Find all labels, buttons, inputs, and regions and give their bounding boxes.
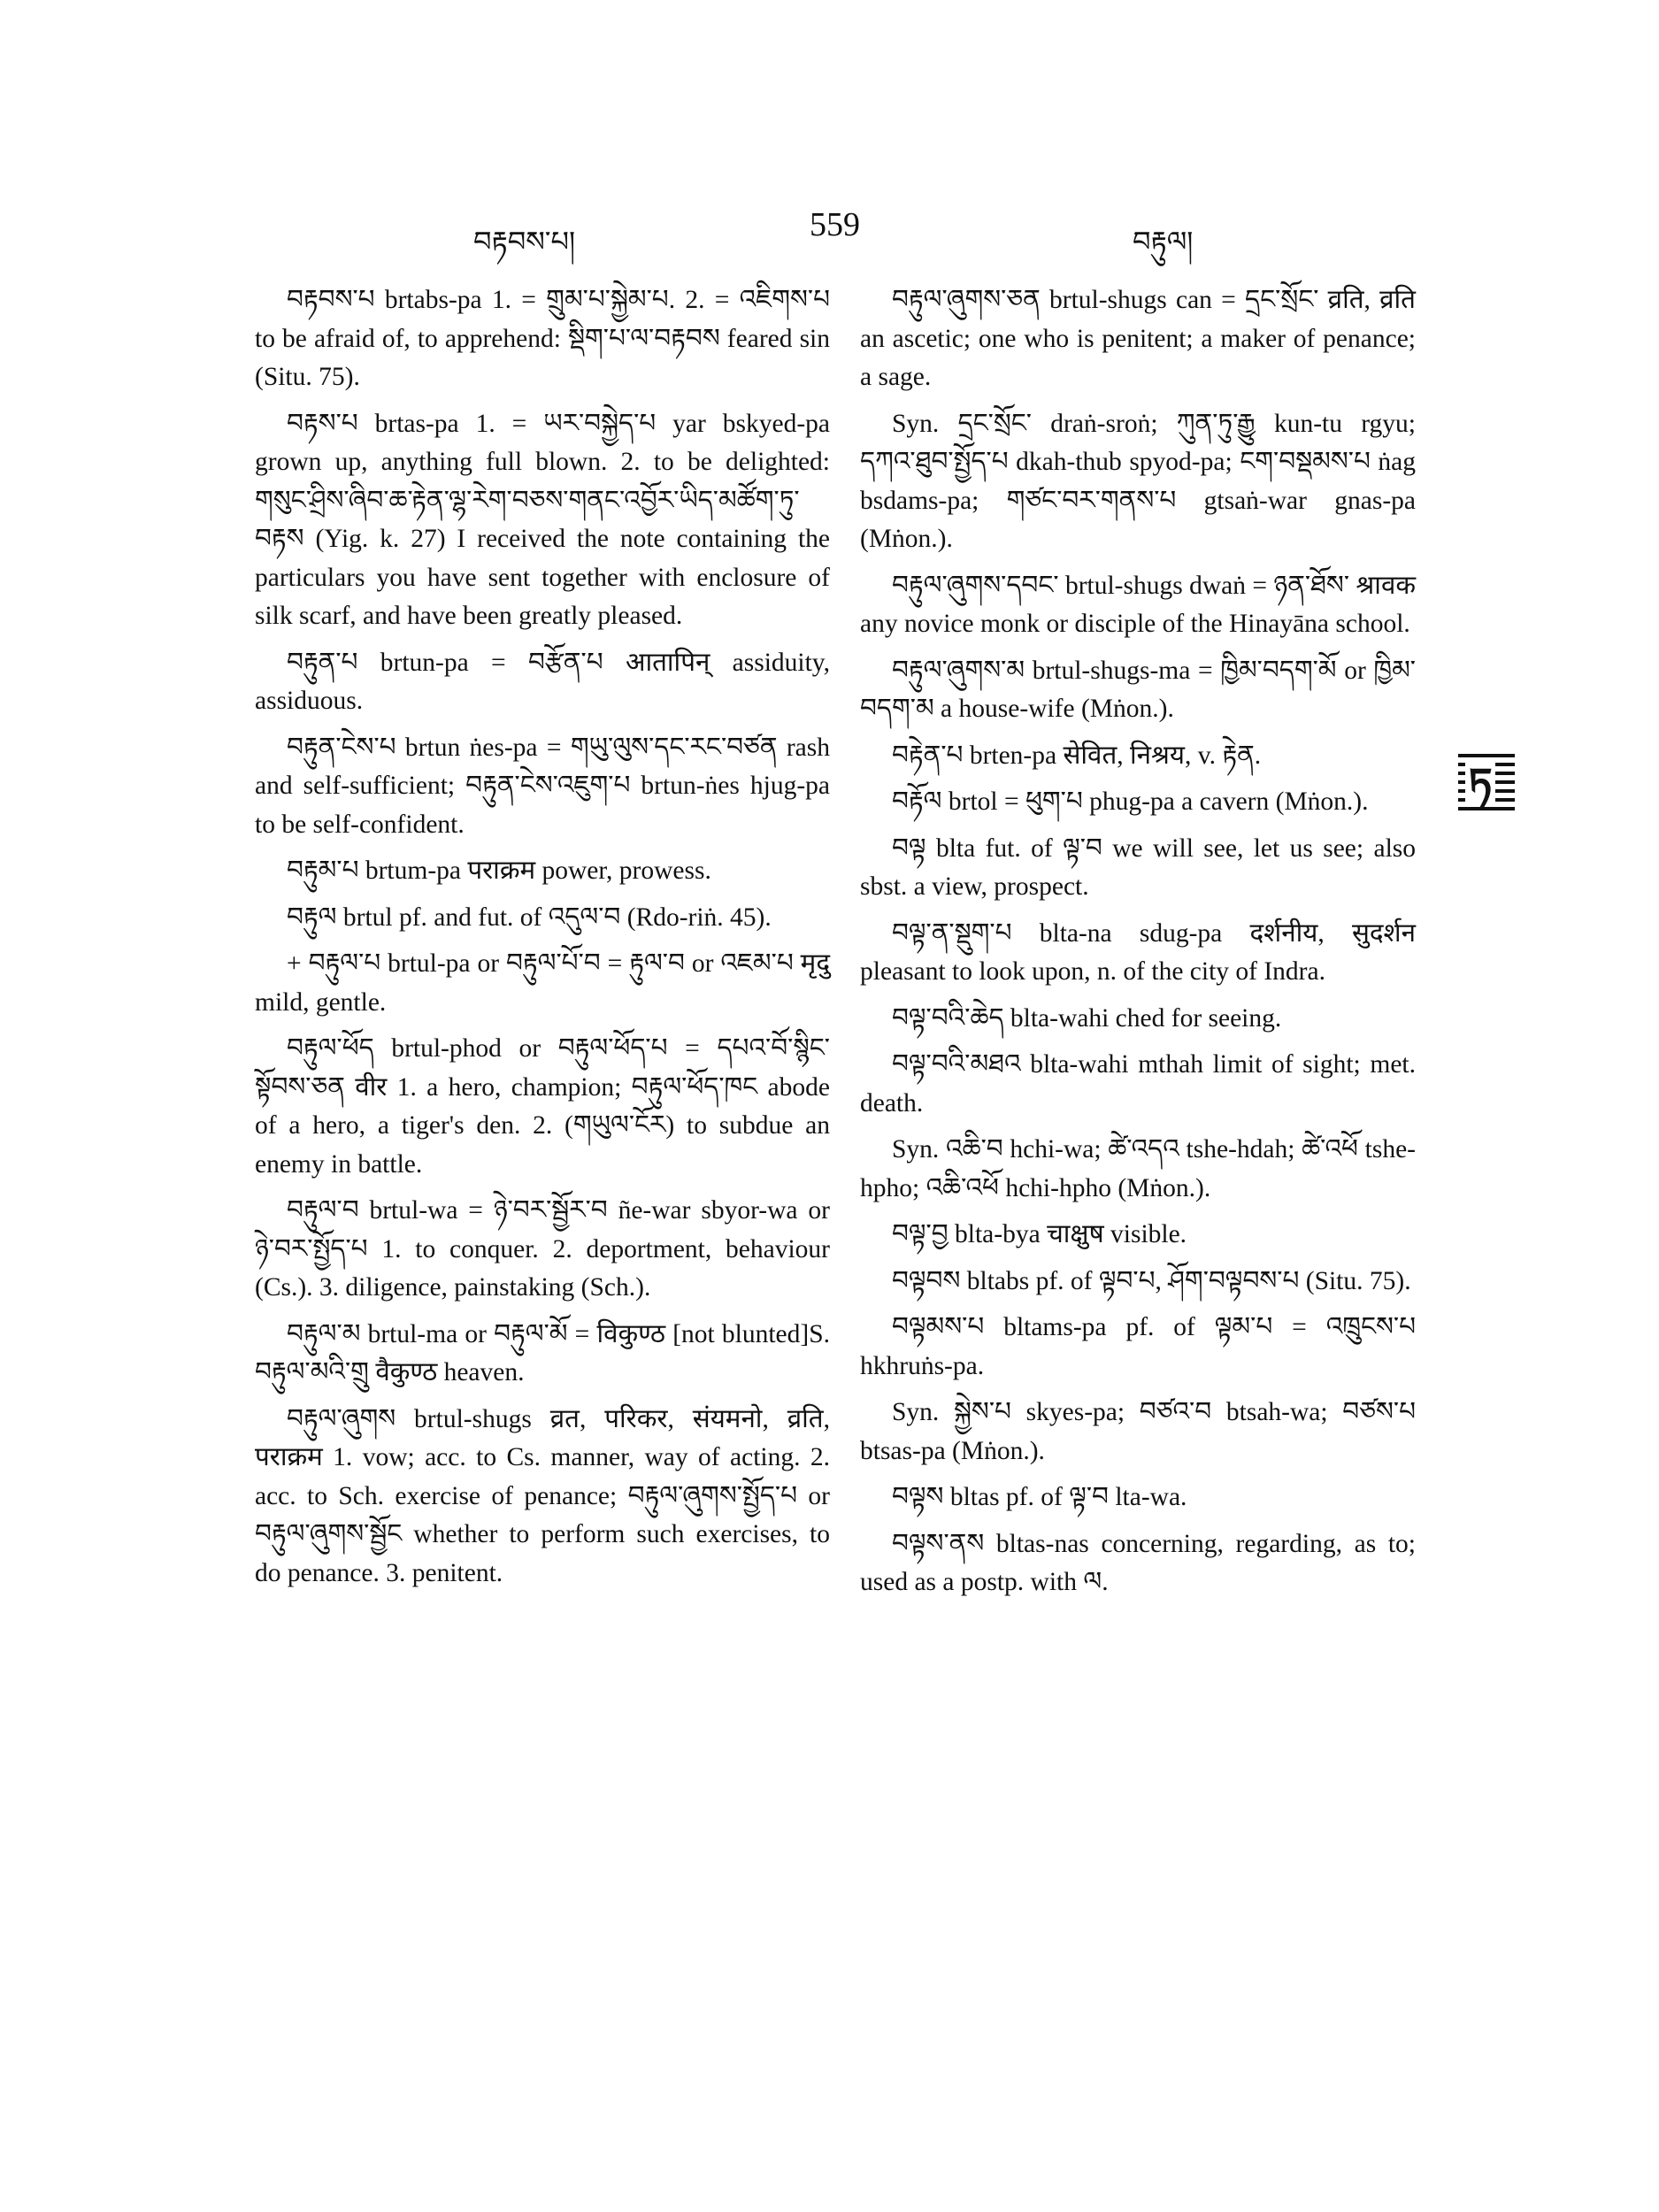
dictionary-entry: བརྟས་པ brtas-pa 1. = ཡར་བསྐྱེད་པ yar bskyed-pa grown up, anything full blown. 2. to be delighted: གསུང་ཤྲིས་ཞིབ་ཆ་རྟེན་ལྷ་རེག་བཅས་གནང་འབྱོར་ཡིད་མཚོག་ཏུ་བརྟས (Yig. k. 27) I received the note containing the particulars you have sent together with enclosure of silk scarf, and have been greatly pleased. [255, 409, 830, 630]
dictionary-entry: བལྟ་ན་སྡུག་པ blta-na sdug-pa दर्शनीय, सुदर्शन pleasant to look upon, n. of the city of Indra. [860, 918, 1416, 986]
dictionary-entry: བརྟེན་པ brten-pa सेवित, निश्रय, v. རྟེན. [892, 741, 1262, 770]
margin-mark-label: ཏ [1468, 759, 1493, 809]
dictionary-entry: བརྟུལ་ཞུགས་དབང་ brtul-shugs dwaṅ = ཉན་ཐོས་ श्रावक any novice monk or disciple of the Hinayāna school. [860, 571, 1416, 638]
dictionary-entry: བརྟུལ་ཕོད brtul-phod or བརྟུལ་ཕོད་པ = དཔའ་བོ་སྙིང་སྟོབས་ཅན वीर 1. a hero, champion; བརྟུལ་ཕོད་ཁང abode of a hero, a tiger's den. 2. (གཡུལ་ངོར) to subdue an enemy in battle. [255, 1034, 830, 1179]
dictionary-entry: བརྟུན་ངེས་པ brtun ṅes-pa = གཡུ་ལུས་དང་རང་བཙན rash and self-sufficient; བརྟུན་ངེས་འཇུག་པ brtun-ṅes hjug-pa to be self-confident. [255, 733, 830, 839]
dictionary-entry: བལྟམས་པ bltams-pa pf. of ལྟམ་པ = འཁྲུངས་པ hkhruṅs-pa. [860, 1313, 1416, 1380]
left-column [255, 281, 830, 1601]
dictionary-entry: བརྟུན་པ brtun-pa = བརྩོན་པ आतापिन् assiduity, assiduous. [255, 648, 830, 715]
dictionary-entry: བརྟུལ brtul pf. and fut. of འདུལ་བ (Rdo-riṅ. 45). [287, 902, 772, 932]
dictionary-entry: བལྟས་ནས bltas-nas concerning, regarding, as to; used as a postp. with ལ. [860, 1529, 1416, 1596]
dictionary-entry: བརྟུལ་བ brtul-wa = ཉེ་བར་སྦྱོར་བ ñe-war sbyor-wa or ཉེ་བར་སྤྱོད་པ 1. to conquer. 2. deportment, behaviour (Cs.). 3. diligence, painstaking (Sch.). [255, 1196, 830, 1302]
header-right-word: བརྟུལ། [1133, 225, 1194, 258]
dictionary-entry: Syn. འཆི་བ hchi-wa; ཚེ་འདའ tshe-hdah; ཚེ་འཕོ tshe-hpho; འཆི་འཕོ hchi-hpho (Mṅon.). [860, 1135, 1416, 1202]
dictionary-entry: བལྟ blta fut. of ལྟ་བ we will see, let us see; also sbst. a view, prospect. [860, 833, 1416, 901]
page-number: 559 [810, 206, 860, 243]
dictionary-entry: བརྟུལ་ཞུགས་ཅན brtul-shugs can = དྲང་སྲོང་ व्रति, व्रति an ascetic; one who is penitent; a maker of penance; a sage. [860, 286, 1416, 391]
dictionary-entry: བརྟོལ brtol = ཕུག་པ phug-pa a cavern (Mṅon.). [892, 787, 1369, 816]
header-left-word: བརྟབས་པ། [473, 225, 576, 258]
dictionary-entry: Syn. སྐྱེས་པ skyes-pa; བཙའ་བ btsah-wa; བཙས་པ btsas-pa (Mṅon.). [860, 1398, 1416, 1465]
right-column [860, 281, 1416, 1610]
dictionary-entry: བལྟབས bltabs pf. of ལྟབ་པ, ཤོག་བལྟབས་པ (Situ. 75). [892, 1266, 1411, 1295]
dictionary-entry: བལྟ་བྱ blta-bya चाक्षुष visible. [892, 1220, 1187, 1248]
margin-thumb-index-icon [1458, 752, 1515, 810]
dictionary-entry: བརྟབས་པ brtabs-pa 1. = གྲུམ་པ་སྐྱེམ་པ. 2. = འཇིགས་པ to be afraid of, to apprehend: སྡིག་པ་ལ་བརྟབས feared sin (Situ. 75). [255, 286, 830, 391]
dictionary-entry: Syn. དྲང་སྲོང་ draṅ-sroṅ; ཀུན་ཏུ་རྒྱུ kun-tu rgyu; དཀའ་ཐུབ་སྤྱོད་པ dkah-thub spyod-pa; ངག་བསྡམས་པ ṅag bsdams-pa; གཙང་བར་གནས་པ gtsaṅ-war gnas-pa (Mṅon.). [860, 409, 1416, 553]
dictionary-entry: + བརྟུལ་པ brtul-pa or བརྟུལ་པོ་བ = རྟུལ་བ or འཇམ་པ मृदु mild, gentle. [255, 949, 830, 1017]
dictionary-entry: བརྟུལ་མ brtul-ma or བརྟུལ་མོ = विकुण्ठ [not blunted]S. བརྟུལ་མའི་གྲུ वैकुण्ठ heaven. [255, 1319, 830, 1386]
dictionary-entry: བརྟུམ་པ brtum-pa पराक्रम power, prowess. [287, 856, 711, 885]
dictionary-entry: བལྟས bltas pf. of ལྟ་བ lta-wa. [892, 1483, 1187, 1511]
dictionary-entry: བརྟུལ་ཞུགས་མ brtul-shugs-ma = ཁྱིམ་བདག་མོ or ཁྱིམ་བདག་མ a house-wife (Mṅon.). [860, 656, 1416, 723]
dictionary-entry: བལྟ་བའི་མཐའ blta-wahi mthah limit of sight; met. death. [860, 1050, 1416, 1118]
dictionary-entry: བལྟ་བའི་ཆེད blta-wahi ched for seeing. [892, 1003, 1282, 1033]
dictionary-entry: བརྟུལ་ཞུགས brtul-shugs व्रत, परिकर, संयमनो, व्रति, पराक्रम 1. vow; acc. to Cs. manner, way of acting. 2. acc. to Sch. exercise of penance; བརྟུལ་ཞུགས་སྤྱོད་པ or བརྟུལ་ཞུགས་སྦྱོང whether to perform such exercises, to do penance. 3. penitent. [255, 1404, 830, 1587]
running-header [0, 205, 1659, 258]
